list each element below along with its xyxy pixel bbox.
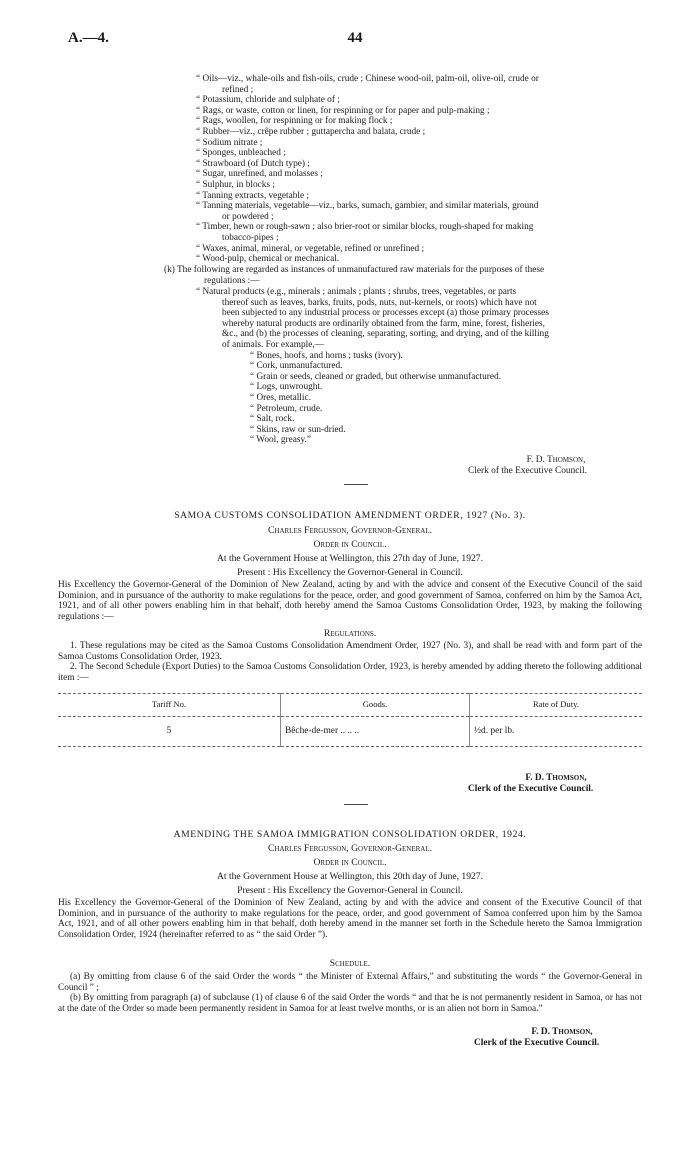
example-item: “ Salt, rock. <box>250 414 295 425</box>
rate-cell: ½d. per lb. <box>470 717 643 747</box>
table-row <box>58 717 642 747</box>
governor-line: Charles Fergusson, Governor-General. <box>268 843 432 854</box>
list-item: or powdered ; <box>222 211 274 222</box>
list-item: “ Sponges, unbleached ; <box>196 148 286 159</box>
example-item: “ Skins, raw or sun-dried. <box>250 424 346 435</box>
natural-products-line: been subjected to any industrial process or processes except (a) those primary processes <box>222 308 549 319</box>
column-header-tariff: Tariff No. <box>58 694 281 717</box>
list-item: “ Tanning extracts, vegetable ; <box>196 190 310 201</box>
list-item: “ Sodium nitrate ; <box>196 137 263 148</box>
preamble-text: His Excellency the Governor-General of the Dominion of New Zealand, acting by and with the advice and consent of the Executive Council of that Dominion, and in pursuance of the authority to make regulations for the peace, order, and good government of Samoa conferred upon him by the Samoa Act, 1921, and of all other powers enabling him in that behalf, doth hereby amend in the manner set forth in the Schedule hereto the Samoa Immigration Consolidation Order, 1924 (hereinafter referred to as “ the said Order ”). <box>58 898 642 940</box>
example-item: “ Logs, unwrought. <box>250 382 323 393</box>
section-divider <box>344 804 368 805</box>
signatory-name: F. D. Thomson, <box>526 455 586 465</box>
list-item: “ Rags, or waste, cotton or linen, for respinning or for paper and pulp-making ; <box>196 105 490 116</box>
list-item: “ Waxes, animal, mineral, or vegetable, refined or unrefined ; <box>196 243 425 254</box>
example-item: “ Petroleum, crude. <box>250 403 323 414</box>
order-in-council: Order in Council. <box>313 857 387 868</box>
list-item: tobacco-pipes ; <box>222 232 279 243</box>
document-reference: A.—4. <box>68 30 109 46</box>
list-item: “ Strawboard (of Dutch type) ; <box>196 158 310 169</box>
regulations-body <box>58 641 642 683</box>
example-item: “ Wool, greasy.” <box>250 435 311 446</box>
signatory-name: F. D. Thomson, <box>531 1027 593 1037</box>
column-header-goods: Goods. <box>281 694 470 717</box>
present-line: Present : His Excellency the Governor-General in Council. <box>237 567 463 578</box>
order-in-council: Order in Council. <box>313 539 387 550</box>
regulation-2: 2. The Second Schedule (Export Duties) to the Samoa Customs Consolidation Order, 1923, is hereby amended by adding thereto the following additional item :— <box>58 662 642 683</box>
preamble <box>58 580 642 622</box>
preamble <box>58 898 642 940</box>
duty-table-full <box>58 693 642 747</box>
tariff-cell: 5 <box>58 717 281 747</box>
natural-products-line: “ Natural products (e.g., minerals ; animals ; plants ; shrubs, trees, vegetables, or parts <box>196 287 517 297</box>
clause-k <box>164 265 544 286</box>
signatory-name: F. D. Thomson, <box>525 773 587 783</box>
table-header-row <box>58 694 642 717</box>
list-item: “ Timber, hewn or rough-sawn ; also brier-root or similar blocks, rough-shaped for making <box>196 222 534 233</box>
order-title: SAMOA CUSTOMS CONSOLIDATION AMENDMENT ORDER, 1927 (No. 3). <box>174 510 526 521</box>
example-item: “ Ores, metallic. <box>250 392 311 403</box>
schedule-para-a: (a) By omitting from clause 6 of the said Order the words “ the Minister of External Affairs,” and substituting the words “ the Governor-General in Council ” ; <box>58 972 642 993</box>
raw-materials-list <box>196 74 539 265</box>
signature-block <box>468 455 628 477</box>
list-item: “ Wood-pulp, chemical or mechanical. <box>196 254 340 265</box>
present-line: Present : His Excellency the Governor-General in Council. <box>237 885 463 896</box>
signatory-title: Clerk of the Executive Council. <box>474 1038 600 1048</box>
list-item: “ Rags, woollen, for respinning or for making flock ; <box>196 116 393 127</box>
natural-products-line: thereof such as leaves, barks, fruits, pods, nuts, nut-kernels, or roots) which have not <box>222 297 537 308</box>
preamble-text: His Excellency the Governor-General of the Dominion of New Zealand, acting by and with the advice and consent of the Executive Council of the said Dominion, and in pursuance of the authority to make regulations for the peace, order, and good government of Samoa, conferred on him by the Samoa Act, 1921, and of all other powers enabling him in that behalf, doth hereby amend the Samoa Customs Consolidation Order, 1923, by making the following regulations :— <box>58 580 642 622</box>
schedule-heading: Schedule. <box>329 958 371 969</box>
list-item: “ Rubber—viz., crêpe rubber ; guttapercha and balata, crude ; <box>196 126 426 137</box>
natural-products-line: of animals. For example,— <box>222 339 324 350</box>
list-item: “ Tanning materials, vegetable—viz., barks, sumach, gambier, and similar materials, ground <box>196 201 539 212</box>
example-item: “ Cork, unmanufactured. <box>250 361 343 372</box>
natural-products-line: whereby natural products are ordinarily obtained from the farm, mine, forest, fisheries, <box>222 318 545 329</box>
example-item: “ Bones, hoofs, and horns ; tusks (ivory). <box>250 350 403 361</box>
list-item: “ Sugar, unrefined, and molasses ; <box>196 169 323 180</box>
example-item: “ Grain or seeds, cleaned or graded, but otherwise unmanufactured. <box>250 371 501 382</box>
clause-k-heading: (k) The following are regarded as instances of unmanufactured raw materials for the purposes of these <box>164 265 545 275</box>
natural-products-line: &c., and (b) the processes of cleaning, separating, sorting, and drying, and of the killing <box>222 329 549 340</box>
section-divider <box>344 484 368 485</box>
place-date-line: At the Government House at Wellington, this 27th day of June, 1927. <box>216 553 484 564</box>
schedule-body <box>58 972 642 1014</box>
list-item: refined ; <box>222 84 254 95</box>
clause-k-heading-cont: regulations :— <box>204 275 260 286</box>
signature-block <box>468 773 628 795</box>
column-header-rate: Rate of Duty. <box>470 694 643 717</box>
signatory-title: Clerk of the Executive Council. <box>468 466 587 476</box>
order-title: AMENDING THE SAMOA IMMIGRATION CONSOLIDATION ORDER, 1924. <box>173 829 527 840</box>
natural-products <box>196 287 549 446</box>
list-item: “ Oils—viz., whale-oils and fish-oils, crude ; Chinese wood-oil, palm-oil, olive-oil, crude or <box>196 74 539 84</box>
goods-cell: Bêche-de-mer .. .. .. <box>281 717 470 747</box>
regulations-heading: Regulations. <box>323 628 377 639</box>
page-number: 44 <box>347 30 363 46</box>
regulation-1: 1. These regulations may be cited as the Samoa Customs Consolidation Amendment Order, 1927 (No. 3), and shall be read with and form part of the Samoa Customs Consolidation Order, 1923. <box>58 641 642 662</box>
schedule-para-b: (b) By omitting from paragraph (a) of subclause (1) of clause 6 of the said Order the words “ and that he is not permanently resident in Samoa, or has not at the date of the Order so made been permanently resident in Samoa for at least twelve months, or is an alien not born in Samoa.” <box>58 993 642 1014</box>
list-item: “ Sulphur, in blocks ; <box>196 179 275 190</box>
list-item: “ Potassium, chloride and sulphate of ; <box>196 95 340 106</box>
signatory-title: Clerk of the Executive Council. <box>468 784 594 794</box>
place-date-line: At the Government House at Wellington, this 20th day of June, 1927. <box>216 871 484 882</box>
signature-block <box>474 1027 634 1049</box>
governor-line: Charles Fergusson, Governor-General. <box>268 525 432 536</box>
